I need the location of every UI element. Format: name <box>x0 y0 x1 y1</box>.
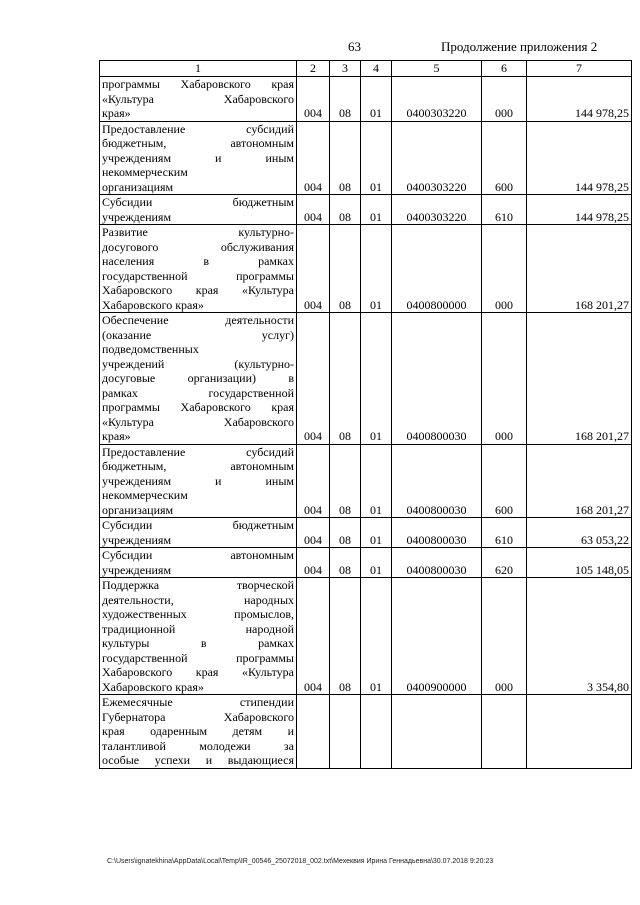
name-line: Обеспечение деятельности <box>102 313 294 327</box>
subsection-code: 01 <box>361 548 392 578</box>
name-line: Хабаровского края «Культура <box>102 283 294 297</box>
name-line: организациям <box>102 502 174 517</box>
item-name <box>100 77 297 122</box>
name-line: культуры в рамках <box>102 636 294 650</box>
table-row <box>100 548 632 578</box>
name-line: Предоставление субсидий <box>102 121 294 136</box>
col-header-1: 1 <box>100 61 297 77</box>
expense-type-code: 000 <box>482 225 527 313</box>
section-code: 08 <box>330 578 361 695</box>
subsection-code: 01 <box>361 313 392 445</box>
table-row <box>100 121 632 195</box>
table-row <box>100 578 632 695</box>
name-line: программы Хабаровского края <box>102 77 294 91</box>
ministry-code: 004 <box>297 578 330 695</box>
name-line: организациям <box>102 179 174 194</box>
item-name <box>100 225 297 313</box>
name-line: учреждений (культурно- <box>102 356 294 371</box>
item-name <box>100 578 297 695</box>
section-code: 08 <box>330 313 361 445</box>
target-article-code: 0400303220 <box>392 77 482 122</box>
subsection-code: 01 <box>361 121 392 195</box>
name-line: учреждениям <box>102 209 172 224</box>
amount: 105 148,05 <box>527 548 632 578</box>
subsection-code: 01 <box>361 77 392 122</box>
name-line: населения в рамках <box>102 254 294 268</box>
name-line: учреждениям <box>102 562 172 577</box>
col-header-3: 3 <box>330 61 361 77</box>
name-line: Хабаровского края» <box>102 297 204 312</box>
amount: 168 201,27 <box>527 225 632 313</box>
header-row <box>100 61 632 77</box>
subsection-code: 01 <box>361 518 392 548</box>
name-line: государственной программы <box>102 650 294 665</box>
amount: 144 978,25 <box>527 77 632 122</box>
amount: 168 201,27 <box>527 444 632 518</box>
name-line: Ежемесячные стипендии <box>102 695 294 709</box>
table-row <box>100 313 632 445</box>
section-code: 08 <box>330 77 361 122</box>
name-line: края» <box>102 429 131 443</box>
col-header-4: 4 <box>361 61 392 77</box>
name-line: Поддержка творческой <box>102 578 294 592</box>
table-row <box>100 518 632 548</box>
ministry-code: 004 <box>297 121 330 195</box>
target-article-code: 0400900000 <box>392 578 482 695</box>
subsection-code <box>361 695 392 769</box>
target-article-code: 0400800030 <box>392 518 482 548</box>
name-line: Губернатора Хабаровского <box>102 709 294 724</box>
section-code: 08 <box>330 444 361 518</box>
table-row <box>100 77 632 122</box>
item-name <box>100 195 297 225</box>
expense-type-code: 610 <box>482 518 527 548</box>
name-line: досугового обслуживания <box>102 239 294 254</box>
ministry-code: 004 <box>297 313 330 445</box>
expense-type-code: 000 <box>482 77 527 122</box>
subsection-code: 01 <box>361 444 392 518</box>
target-article-code: 0400303220 <box>392 195 482 225</box>
name-line: края одаренным детям и <box>102 724 294 738</box>
name-line: Субсидии автономным <box>102 548 294 562</box>
target-article-code: 0400800030 <box>392 444 482 518</box>
name-line: государственной программы <box>102 268 294 283</box>
target-article-code: 0400303220 <box>392 121 482 195</box>
item-name <box>100 695 297 769</box>
amount: 63 053,22 <box>527 518 632 548</box>
name-line: Хабаровского края «Культура <box>102 665 294 679</box>
name-line: бюджетным, автономным <box>102 136 294 150</box>
expense-type-code <box>482 695 527 769</box>
target-article-code: 0400800030 <box>392 548 482 578</box>
ministry-code: 004 <box>297 77 330 122</box>
name-line: бюджетным, автономным <box>102 459 294 473</box>
expense-type-code: 000 <box>482 313 527 445</box>
name-line: подведомственных <box>102 342 199 356</box>
name-line: традиционной народной <box>102 621 294 636</box>
ministry-code: 004 <box>297 195 330 225</box>
item-name <box>100 444 297 518</box>
name-line: учреждениям и иным <box>102 150 294 165</box>
item-name <box>100 548 297 578</box>
name-line: талантливой молодежи за <box>102 738 294 753</box>
col-header-2: 2 <box>297 61 330 77</box>
name-line: Субсидии бюджетным <box>102 195 294 209</box>
table-row <box>100 225 632 313</box>
amount: 3 354,80 <box>527 578 632 695</box>
section-code: 08 <box>330 225 361 313</box>
name-line: Предоставление субсидий <box>102 444 294 459</box>
name-line: края» <box>102 106 131 120</box>
ministry-code: 004 <box>297 225 330 313</box>
name-line: «Культура Хабаровского <box>102 91 294 106</box>
expense-type-code: 620 <box>482 548 527 578</box>
name-line: учреждениям <box>102 532 172 547</box>
name-line: «Культура Хабаровского <box>102 414 294 429</box>
table-row <box>100 195 632 225</box>
expense-type-code: 600 <box>482 444 527 518</box>
name-line: (оказание услуг) <box>102 327 294 342</box>
item-name <box>100 121 297 195</box>
name-line: Хабаровского края» <box>102 679 204 694</box>
name-line: Субсидии бюджетным <box>102 518 294 532</box>
amount: 168 201,27 <box>527 313 632 445</box>
target-article-code: 0400800000 <box>392 225 482 313</box>
target-article-code <box>392 695 482 769</box>
section-code: 08 <box>330 195 361 225</box>
name-line: учреждениям и иным <box>102 473 294 488</box>
page-number: 63 <box>348 39 361 54</box>
target-article-code: 0400800030 <box>392 313 482 445</box>
expense-type-code: 600 <box>482 121 527 195</box>
name-line: художественных промыслов, <box>102 607 294 621</box>
name-line: некоммерческим <box>102 165 188 179</box>
subsection-code: 01 <box>361 195 392 225</box>
continuation-label: Продолжение приложения 2 <box>441 39 598 54</box>
col-header-6: 6 <box>482 61 527 77</box>
file-path-footer: C:\Users\ignatekhina\AppData\Local\Temp\IR_00546_25072018_002.txt\Мехеквия Ирина Геннадьевна\30.07.2018 9:20:23 <box>107 858 494 865</box>
subsection-code: 01 <box>361 578 392 695</box>
section-code: 08 <box>330 121 361 195</box>
name-line: рамках государственной <box>102 385 294 400</box>
item-name <box>100 313 297 445</box>
name-line: Развитие культурно- <box>102 225 294 239</box>
section-code <box>330 695 361 769</box>
table-row <box>100 695 632 769</box>
section-code: 08 <box>330 518 361 548</box>
ministry-code: 004 <box>297 444 330 518</box>
name-line: досуговые организации) в <box>102 371 294 385</box>
expense-type-code: 610 <box>482 195 527 225</box>
name-line: программы Хабаровского края <box>102 400 294 414</box>
name-line: некоммерческим <box>102 488 188 502</box>
amount: 144 978,25 <box>527 195 632 225</box>
amount: 144 978,25 <box>527 121 632 195</box>
ministry-code: 004 <box>297 548 330 578</box>
expense-type-code: 000 <box>482 578 527 695</box>
section-code: 08 <box>330 548 361 578</box>
col-header-5: 5 <box>392 61 482 77</box>
name-line: деятельности, народных <box>102 592 294 607</box>
amount <box>527 695 632 769</box>
ministry-code: 004 <box>297 518 330 548</box>
ministry-code <box>297 695 330 769</box>
subsection-code: 01 <box>361 225 392 313</box>
item-name <box>100 518 297 548</box>
budget-table <box>99 60 632 769</box>
table-row <box>100 444 632 518</box>
col-header-7: 7 <box>527 61 632 77</box>
name-line: особые успехи и выдающиеся <box>102 753 294 767</box>
